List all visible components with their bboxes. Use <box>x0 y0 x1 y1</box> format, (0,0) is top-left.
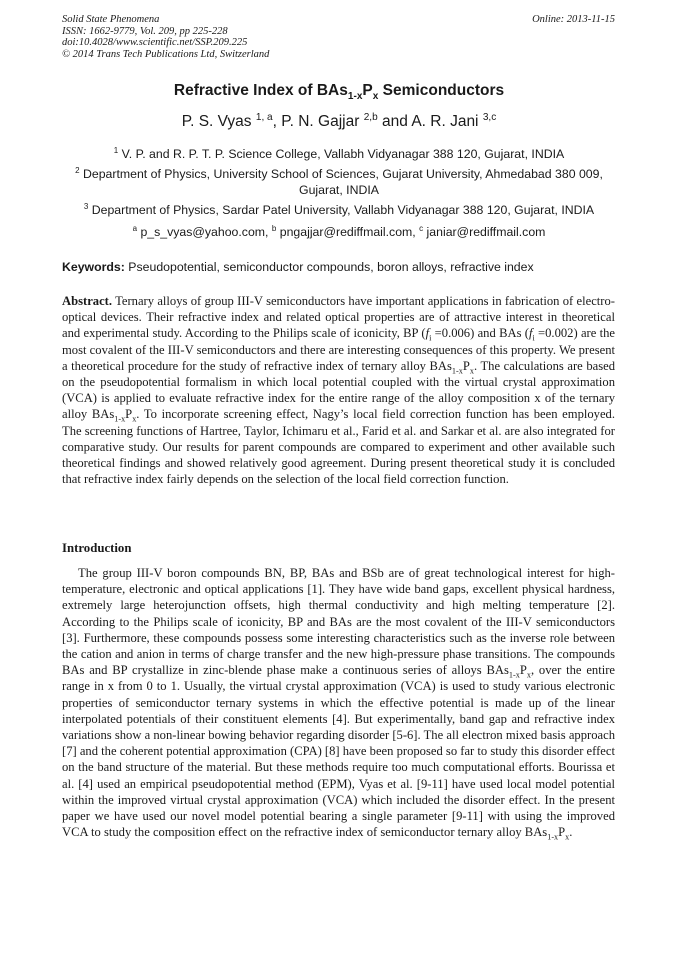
issn-line: ISSN: 1662-9779, Vol. 209, pp 225-228 <box>62 25 228 37</box>
keywords-text: Pseudopotential, semiconductor compounds, boron alloys, refractive index <box>124 260 534 274</box>
doi-line: doi:10.4028/www.scientific.net/SSP.209.225 <box>62 37 248 48</box>
affiliation-3: $^3$ Department of Physics, Sardar Patel University, Vallabh Vidyanagar 388 120, Gujarat, INDIA <box>83 201 595 217</box>
affiliation-2: $^2$ Department of Physics, University School of Sciences, Gujarat University, Ahmedabad 380 009, Gujarat, INDIA <box>75 165 603 197</box>
section-heading: Introduction <box>62 541 132 555</box>
keywords-label: Keywords: <box>62 260 125 274</box>
author-name: A. R. Jani <box>411 113 479 130</box>
keywords <box>62 260 622 274</box>
email-link[interactable]: pngajjar@rediffmail.com, <box>279 225 420 239</box>
author-name: P. N. Gajjar <box>281 113 360 130</box>
introduction-paragraph: The group III-V boron compounds BN, BP, BAs and BSb are of great technological interest for high-temperature, electronic and optical applications [1]. They have wide band gaps, excellent physical hardness, extremely large heterojunction offsets, high thermal conductivity and high melting temperature [2]. According to the Philips scale of iconicity, BP and BAs are the most covalent of the III-V semiconductors [3]. Furthermore, these compounds possess some interesting characteristics such as the inverse role between the cation and anion in terms of charge transfer and the new high-pressure phase transitions. The compounds BAs and BP crystallize in zinc-blende phase make a continuous series of alloys $BAs_{1-x}P_x$, over the entire range in x from 0 to 1. Usually, the virtual crystal approximation (VCA) is used to study various electronic properties of semiconductor ternary systems in which the effective potential is made up of the linear interpolated potentials of their constituent elements [4]. But experimentally, band gap and refractive index variations show a non-linear bowing behavior regarding disorder [5-6]. The all electron mixed basis approach [7] and the coherent potential approximation (CPA) [8] have been proposed so far to study this disorder effect on the band structure of the material. But these methods require too much computational efforts. Bourissa et al. [4] used an empirical pseudopotential method (EPM), Vyas et al. [9-11] have used local model potential within the improved virtual crystal approximation (VCA) which included the disorder effect. In the present paper we have used our novel model potential bearing a single parameter [9-11] with using the improved VCA to study the composition effect on the refractive index of semiconductor ternary alloy $BAs_{1-x}P_x$. <box>62 566 615 842</box>
affiliation-1: $^1$ V. P. and R. P. T. P. Science College, Vallabh Vidyanagar 388 120, Gujarat, INDIA <box>113 145 565 161</box>
copyright-line: © 2014 Trans Tech Publications Ltd, Switzerland <box>62 48 270 60</box>
journal-name: Solid State Phenomena <box>62 14 160 25</box>
online-date: Online: 2013-11-15 <box>532 14 615 25</box>
author-emails: $^a$ p_s_vyas@yahoo.com, $^b$ pngajjar@rediffmail.com, $^c$ janiar@rediffmail.com <box>132 223 546 239</box>
email-link[interactable]: p_s_vyas@yahoo.com, <box>140 225 272 239</box>
paper-title: Refractive Index of $BAs_{1-x}P_x$ Semiconductors <box>173 82 505 103</box>
email-link[interactable]: janiar@rediffmail.com <box>426 225 546 239</box>
author-name: P. S. Vyas <box>181 113 252 130</box>
abstract-label: Abstract. <box>62 294 113 308</box>
abstract: Abstract. Ternary alloys of group III-V semiconductors have important applications in fabrication of electro-optical devices. Their refractive index and related optical properties are of attractive interest in theoretical and experimental study. According to the Philips scale of iconicity, BP $(f_i =0.006)$ and BAs $(f_i =0.002)$ are the most covalent of the III-V semiconductors and there are interesting consequences of this property. We present a theoretical procedure for the study of refractive index of ternary alloy $BAs_{1-x}P_x$. The calculations are based on the pseudopotential formalism in which local potential coupled with the virtual crystal approximation (VCA) is applied to evaluate refractive index for the entire range of the alloy composition x of the ternary alloy $BAs_{1-x}P_x$. To incorporate screening effect, Nagy’s local field correction function has been employed. The screening functions of Hartree, Taylor, Ichimaru et al., Farid et al. and Sarkar et al. are also integrated for comparative study. Our results for parent compounds are compared to experiment and other available such theoretical findings and showed relatively good agreement. During present theoretical study it is concluded that refractive index fairly depends on the selection of the local field correction function. <box>62 294 616 487</box>
author-list: P. S. Vyas $^{1, a}$, P. N. Gajjar $^{2,b}$ and A. R. Jani $^{3,c}$ <box>181 111 497 130</box>
journal-header <box>62 14 269 60</box>
